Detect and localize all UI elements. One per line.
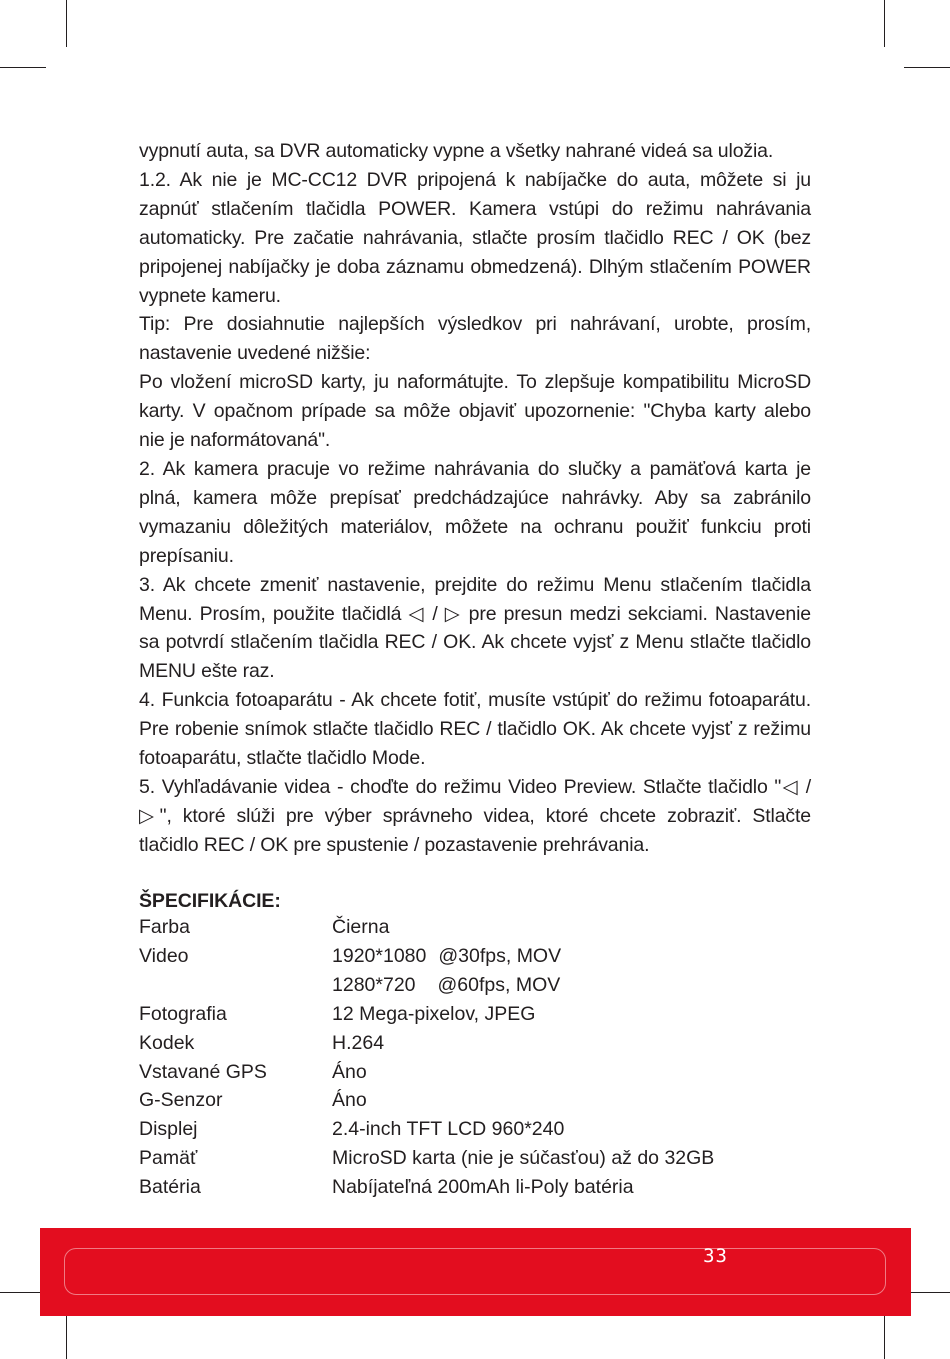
spec-label: Fotografia [139, 1002, 227, 1025]
paragraph-5: 5. Vyhľadávanie videa - choďte do režimu Video Preview. Stlačte tlačidlo "◁ /▷", ktoré slúži pre výber správneho videa, ktoré chcete zobraziť. Stlačte tlačidlo REC / OK pre spustenie / pozastavenie prehrávania. [139, 775, 811, 856]
spec-row-farba [139, 913, 819, 942]
crop-mark-top-left-h [0, 67, 46, 68]
video-mode-1: @30fps, MOV [438, 944, 562, 967]
page-number: 33 [703, 1245, 728, 1267]
spec-label: Displej [139, 1118, 198, 1141]
spec-row-displej [139, 1115, 819, 1144]
spec-label: Pamäť [139, 1147, 198, 1170]
spec-value: Nabíjateľná 200mAh li-Poly batéria [332, 1176, 634, 1199]
spec-row-fotografia [139, 1000, 819, 1029]
spec-label: Farba [139, 916, 190, 938]
video-line-2 [332, 971, 819, 1000]
video-line-1 [332, 942, 819, 971]
video-resolution-1: 1920*1080 [332, 944, 427, 967]
paragraph-1-2: 1.2. Ak nie je MC-CC12 DVR pripojená k nabíjačke do auta, môžete si ju zapnúť stlačením tlačidla POWER. Kamera vstúpi do režimu nahrávania automaticky. Pre začatie nahrávania, stlačte prosím tlačidlo REC / OK (bez pripojenej nabíjačky je doba záznamu obmedzená). Dlhým stlačením POWER vypnete kameru. [139, 168, 811, 307]
spec-row-pamat [139, 1144, 819, 1173]
spec-row-video [139, 942, 819, 1000]
spec-label: Vstavané GPS [139, 1060, 267, 1083]
footer-frame [64, 1248, 886, 1295]
crop-mark-top-right-h [904, 67, 950, 68]
crop-mark-top-right [884, 0, 885, 47]
video-resolution-2: 1280*720 [332, 973, 416, 996]
spec-value: Áno [332, 1060, 367, 1083]
spec-value: 2.4-inch TFT LCD 960*240 [332, 1118, 565, 1141]
video-mode-2: @60fps, MOV [437, 973, 561, 996]
crop-mark-top-left [66, 0, 67, 47]
spec-row-gps [139, 1058, 819, 1087]
paragraph-tip: Tip: Pre dosiahnutie najlepších výsledkov pri nahrávaní, urobte, prosím, nastavenie uvedené nižšie: [139, 313, 811, 365]
spec-row-gsenzor [139, 1086, 819, 1115]
paragraph-4: 4. Funkcia fotoaparátu - Ak chcete fotiť, musíte vstúpiť do režimu fotoaparátu. Pre robenie snímok stlačte tlačidlo REC / tlačidlo OK. Ak chcete vyjsť z režimu fotoaparátu, stlačte tlačidlo Mode. [139, 689, 811, 770]
footer-band [40, 1228, 911, 1316]
spec-value: MicroSD karta (nie je súčasťou) až do 32GB [332, 1147, 715, 1170]
spec-label: Kodek [139, 1031, 195, 1054]
spec-row-bateria [139, 1173, 819, 1202]
spec-value: H.264 [332, 1031, 385, 1054]
crop-mark-bottom-right [884, 1312, 885, 1359]
specs-heading: ŠPECIFIKÁCIE: [139, 890, 281, 912]
crop-mark-bottom-left [66, 1312, 67, 1359]
paragraph-3: 3. Ak chcete zmeniť nastavenie, prejdite do režimu Menu stlačením tlačidla Menu. Prosím, použite tlačidlá ◁ / ▷ pre presun medzi sekciami. Nastavenie sa potvrdí stlačením tlačidla REC / OK. Ak chcete vyjsť z Menu stlačte tlačidlo MENU ešte raz. [139, 573, 811, 683]
spec-value: Čierna [332, 916, 390, 938]
spec-label: Batéria [139, 1176, 201, 1199]
body-text [139, 137, 811, 860]
paragraph-microsd: Po vložení microSD karty, ju naformátujte. To zlepšuje kompatibilitu MicroSD karty. V opačnom prípade sa môže objaviť upozornenie: "Chyba karty alebo nie je naformátovaná". [139, 371, 811, 452]
spec-label: G-Senzor [139, 1089, 223, 1112]
specs-table [139, 913, 819, 1202]
spec-label: Video [139, 944, 189, 967]
paragraph-2: 2. Ak kamera pracuje vo režime nahrávania do slučky a pamäťová karta je plná, kamera môže prepísať predchádzajúce nahrávky. Aby sa zabránilo vymazaniu dôležitých materiálov, môžete na ochranu použiť funkciu proti prepísaniu. [139, 457, 811, 567]
spec-value [332, 942, 819, 1000]
spec-value: Áno [332, 1089, 367, 1112]
spec-row-kodek [139, 1029, 819, 1058]
paragraph-intro: vypnutí auta, sa DVR automaticky vypne a všetky nahrané videá sa uložia. [139, 140, 774, 162]
spec-value: 12 Mega-pixelov, JPEG [332, 1002, 536, 1025]
